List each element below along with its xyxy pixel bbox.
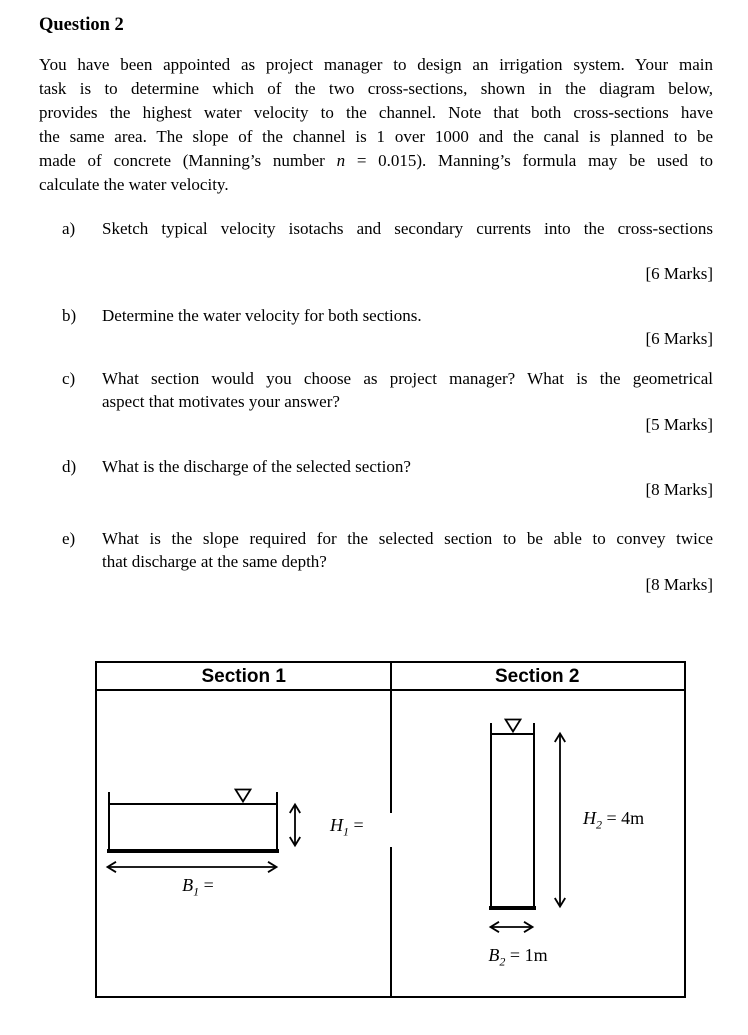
intro-line-4: the same area. The slope of the channel is 1 over 1000 and the canal is planned to be — [39, 127, 713, 146]
cross-sections-diagram — [95, 661, 686, 998]
column-divider-upper — [390, 663, 392, 813]
section2-water-level-icon — [504, 718, 522, 733]
b2-dimension-arrow-icon — [488, 919, 535, 935]
item-c-marker: c) — [62, 369, 76, 388]
b2-dimension-label: $B_2 = 1m$ — [488, 945, 548, 969]
section2-left-wall — [490, 723, 492, 908]
item-b-marker: b) — [62, 306, 77, 325]
item-c-text-line1: What section would you choose as project manager? What is the geometrical — [102, 369, 713, 388]
item-d-text: What is the discharge of the selected section? — [102, 457, 411, 476]
manning-n-symbol: n — [336, 151, 346, 170]
item-d-marks: [8 Marks] — [645, 480, 713, 499]
intro-line-2: task is to determine which of the two cross-sections, shown in the diagram below, — [39, 79, 713, 98]
item-c-marks: [5 Marks] — [645, 415, 713, 434]
item-c-text-line2: aspect that motivates your answer? — [102, 392, 340, 411]
question-item-e — [39, 527, 713, 596]
intro-line-5-pre: made of concrete (Manning’s number — [39, 151, 337, 170]
item-e-text-line2: that discharge at the same depth? — [102, 552, 327, 571]
section1-water-level-icon — [234, 788, 252, 803]
section2-header: Section 2 — [495, 665, 580, 687]
h2-dimension-label: $H_2 = 4m$ — [583, 808, 645, 832]
section1-water-surface — [108, 803, 278, 805]
intro-line-3: provides the highest water velocity to the channel. Note that both cross-sections have — [39, 103, 713, 122]
section1-left-wall — [108, 792, 110, 851]
intro-line-5-post: = 0.015). Manning’s formula may be used to — [345, 151, 714, 170]
b1-dimension-arrow-icon — [105, 859, 279, 875]
item-e-marker: e) — [62, 529, 76, 548]
intro-line-5 — [39, 149, 713, 173]
question-item-c — [39, 367, 713, 436]
item-e-marks: [8 Marks] — [645, 575, 713, 594]
intro-paragraph — [39, 53, 713, 197]
section2-water-surface — [490, 733, 535, 735]
item-a-marker: a) — [62, 219, 76, 238]
h2-dimension-arrow-icon — [552, 731, 568, 909]
question-title: Question 2 — [39, 15, 124, 35]
item-b-marks: [6 Marks] — [645, 329, 713, 348]
b1-dimension-label: $B_1$ = — [182, 875, 214, 899]
question-item-b — [39, 304, 713, 350]
item-a-marks: [6 Marks] — [645, 264, 713, 283]
question-item-d — [39, 455, 713, 501]
intro-line-6: calculate the water velocity. — [39, 175, 229, 194]
column-divider-lower — [390, 847, 392, 996]
section1-right-wall — [276, 792, 278, 851]
intro-line-1: You have been appointed as project manager to design an irrigation system. Your main — [39, 55, 713, 74]
item-a-text: Sketch typical velocity isotachs and secondary currents into the cross-sections — [102, 219, 713, 238]
question-list — [39, 217, 713, 596]
item-d-marker: d) — [62, 457, 77, 476]
section1-channel-bed — [107, 849, 279, 853]
question-item-a — [39, 217, 713, 285]
item-b-text: Determine the water velocity for both sections. — [102, 306, 422, 325]
h1-dimension-arrow-icon — [287, 802, 303, 848]
section2-right-wall — [533, 723, 535, 908]
item-e-text-line1: What is the slope required for the selected section to be able to convey twice — [102, 529, 713, 548]
h1-dimension-label: $H_1$ = — [330, 815, 364, 839]
section1-header: Section 1 — [201, 665, 286, 687]
section2-channel-bed — [489, 906, 536, 910]
